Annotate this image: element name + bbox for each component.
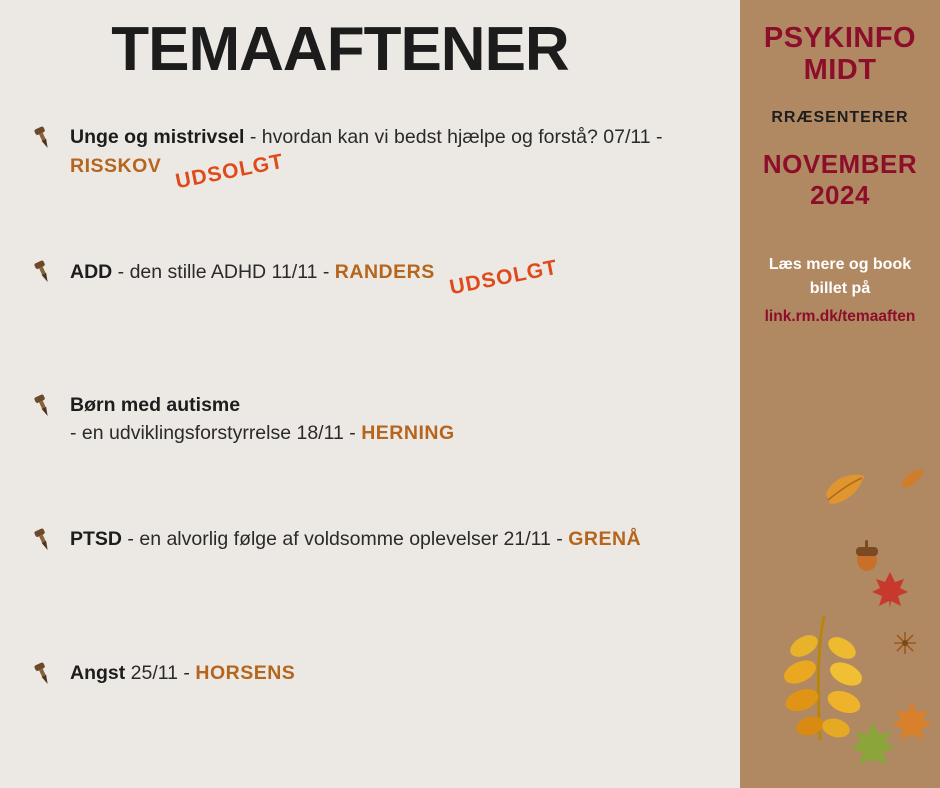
leaf-icon [900, 466, 926, 497]
events-list [0, 123, 740, 755]
event-place: HERNING [361, 422, 455, 445]
booking-line-2: billet på [809, 280, 871, 298]
event-place: RANDERS [334, 261, 435, 283]
list-item-text [70, 391, 740, 448]
list-item [26, 257, 740, 353]
list-item-text [70, 659, 740, 687]
event-desc: - en alvorlig følge af voldsomme oplevelser 21/11 - [122, 528, 569, 550]
event-place: RISSKOV [70, 155, 162, 178]
list-item [26, 391, 740, 487]
list-item [26, 123, 740, 219]
booking-info [750, 253, 930, 328]
brand-line-2: MIDT [803, 54, 877, 87]
pushpin-icon [30, 259, 56, 285]
list-item-text [70, 255, 740, 300]
maple-leaf-icon [848, 720, 898, 775]
event-title: Angst [70, 662, 126, 684]
presents-label: RRÆSENTERER [771, 108, 909, 126]
status-badge: UDSOLGT [447, 255, 560, 300]
leaf-icon [822, 470, 868, 513]
event-desc: 25/11 - [125, 662, 196, 684]
event-desc: - en udviklingsforstyrrelse 18/11 - [70, 422, 362, 445]
event-desc: - den stille ADHD 11/11 - [112, 261, 335, 283]
event-title: Unge og mistrivsel [70, 126, 245, 148]
month-label: NOVEMBER [762, 148, 918, 179]
event-title: ADD [70, 261, 113, 283]
list-item [26, 525, 740, 621]
event-title: PTSD [70, 528, 123, 550]
event-desc: - hvordan kan vi bedst hjælpe og forstå? 07/11 - [244, 126, 663, 148]
pushpin-icon [30, 393, 56, 419]
maple-leaf-icon [870, 570, 910, 615]
pushpin-icon [30, 527, 56, 553]
seed-pod-icon [892, 630, 918, 661]
booking-line-1: Læs mere og book [768, 256, 912, 274]
brand-line-1: PSYKINFO [763, 22, 917, 54]
list-item-text [70, 525, 740, 553]
status-badge: UDSOLGT [173, 150, 287, 194]
sidebar [740, 0, 940, 788]
sidebar-content [740, 0, 940, 328]
year-label: 2024 [810, 180, 870, 211]
booking-link[interactable]: link.rm.dk/temaaften [764, 308, 916, 326]
list-item-text [70, 123, 740, 194]
page-title: TEMAAFTENER [111, 15, 569, 84]
brand-title [750, 22, 930, 87]
event-place: GRENÅ [568, 528, 642, 550]
list-item [26, 659, 740, 755]
pushpin-icon [30, 125, 56, 151]
event-place: HORSENS [195, 662, 296, 684]
pushpin-icon [30, 661, 56, 687]
event-title: Børn med autisme [70, 394, 241, 416]
